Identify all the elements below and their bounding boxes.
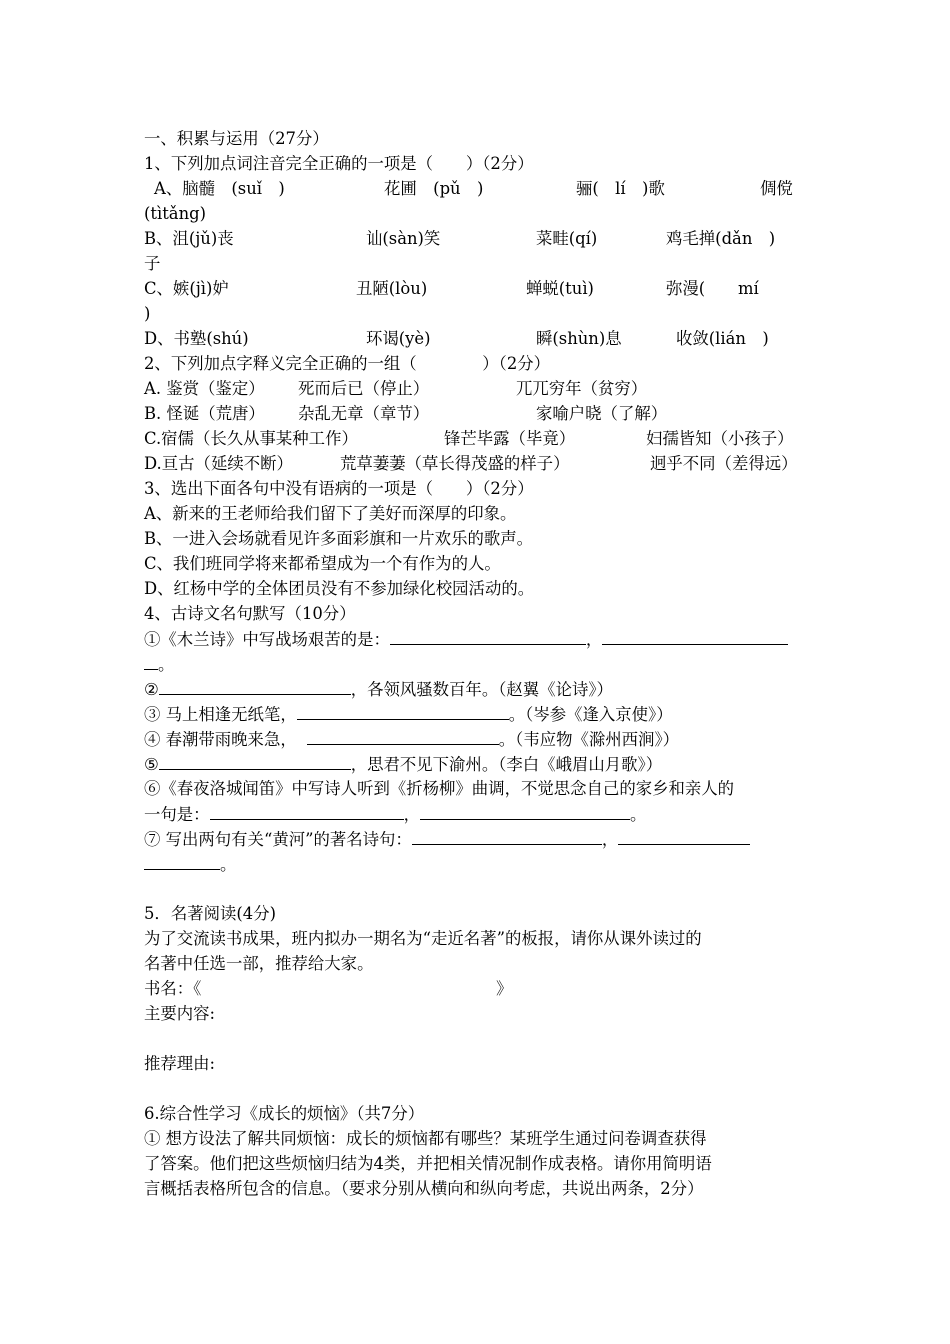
- q3-stem-text: 3、选出下面各句中没有语病的一项是（ ）（2分）: [144, 479, 534, 498]
- q1-a-cont: (tìtǎng): [144, 204, 207, 223]
- q4-item-7-cont: [144, 851, 808, 876]
- answer-blank[interactable]: [144, 651, 158, 670]
- section-title-text: 一、积累与运用（27分）: [144, 129, 329, 148]
- q4-i3-text: ③ 马上相逢无纸笔，: [144, 705, 297, 724]
- answer-blank[interactable]: [602, 626, 788, 645]
- q4-item-7: [144, 826, 808, 851]
- q1-a-2: 花圃 (pǔ ): [384, 179, 484, 198]
- q4-item-6-cont: [144, 801, 808, 826]
- q1-option-d: [144, 326, 808, 351]
- answer-blank[interactable]: [297, 701, 509, 720]
- q2-a-2: 死而后已（停止）: [298, 379, 430, 398]
- q4-stem: [144, 601, 808, 626]
- q1-option-b-cont: [144, 251, 808, 276]
- answer-blank[interactable]: [144, 851, 220, 870]
- q1-a-4: 倜傥: [760, 179, 793, 198]
- q4-i1-sep: ，: [585, 630, 603, 649]
- q4-item-1: [144, 626, 808, 651]
- q4-i6-text: ⑥《春夜洛城闻笛》中写诗人听到《折杨柳》曲调，不觉思念自己的家乡和亲人的: [144, 779, 735, 798]
- q2-a-1: A. 鉴赏（鉴定）: [144, 379, 265, 398]
- q5-para-1: [144, 926, 808, 951]
- q1-b-2: 讪(sàn)笑: [366, 229, 441, 248]
- q4-item-5: [144, 751, 808, 776]
- answer-blank[interactable]: [307, 726, 499, 745]
- q3-option-a: [144, 501, 808, 526]
- q2-d-1: D.亘古（延续不断）: [144, 454, 293, 473]
- q1-option-c: [144, 276, 808, 301]
- q4-i6-end: 。: [629, 805, 647, 824]
- q3-c: C、我们班同学将来都希望成为一个有作为的人。: [144, 554, 501, 573]
- q2-b-1: B. 怪诞（荒唐）: [144, 404, 265, 423]
- q5-book-close: 》: [496, 979, 513, 998]
- q2-option-c: [144, 426, 808, 451]
- q1-stem: [144, 151, 808, 176]
- q1-c-3: 蝉蜕(tuì): [526, 279, 594, 298]
- q2-stem: [144, 351, 808, 376]
- q4-i4-text: ④ 春潮带雨晚来急，: [144, 730, 297, 749]
- q1-d-2: 环谒(yè): [366, 329, 431, 348]
- answer-blank[interactable]: [420, 801, 630, 820]
- q1-c-2: 丑陋(lòu): [356, 279, 428, 298]
- q6-para-2: [144, 1151, 808, 1176]
- q5-reason-label: 推荐理由:: [144, 1054, 216, 1073]
- q4-i7-text: ⑦ 写出两句有关“黄河”的著名诗句：: [144, 830, 412, 849]
- q5-book-label: 书名：《: [144, 979, 202, 998]
- q2-b-3: 家喻户晓（了解）: [536, 404, 668, 423]
- q5-stem-text: 5．名著阅读(4分): [144, 904, 276, 923]
- answer-blank[interactable]: [390, 626, 586, 645]
- q4-item-2: [144, 676, 808, 701]
- q1-option-a: [144, 176, 808, 201]
- q6-p2: 了答案。他们把这些烦恼归结为4类，并把相关情况制作成表格。请你用简明语: [144, 1154, 712, 1173]
- q6-para-1: [144, 1126, 808, 1151]
- spacer: [144, 1026, 808, 1051]
- q2-b-2: 杂乱无章（章节）: [298, 404, 430, 423]
- q2-option-b: [144, 401, 808, 426]
- q1-d-4: 收敛(lián ): [676, 329, 769, 348]
- q4-i7-sep: ，: [601, 830, 619, 849]
- q1-d-1: D、书塾(shú): [144, 329, 249, 348]
- q5-para-2: [144, 951, 808, 976]
- q2-d-2: 荒草萋萋（草长得茂盛的样子）: [340, 454, 570, 473]
- q1-stem-text: 1、下列加点词注音完全正确的一项是（ ）（2分）: [144, 154, 534, 173]
- q1-c-cont: ): [144, 304, 151, 323]
- q4-stem-text: 4、古诗文名句默写（10分）: [144, 604, 356, 623]
- q6-stem: [144, 1101, 808, 1126]
- q4-i5-num: ⑤: [144, 755, 159, 774]
- q3-stem: [144, 476, 808, 501]
- answer-blank[interactable]: [210, 801, 404, 820]
- exam-page: [144, 126, 808, 1201]
- q1-b-3: 菜畦(qí): [536, 229, 598, 248]
- q1-c-4: 弥漫( mí: [666, 279, 759, 298]
- answer-blank[interactable]: [159, 676, 351, 695]
- answer-blank[interactable]: [159, 751, 351, 770]
- q5-content-line: [144, 1001, 808, 1026]
- spacer: [144, 876, 808, 901]
- q4-i2-num: ②: [144, 680, 159, 699]
- q5-p1: 为了交流读书成果，班内拟办一期名为“走近名著”的板报，请你从课外读过的: [144, 929, 702, 948]
- q2-option-a: [144, 376, 808, 401]
- q1-b-1: B、沮(jǔ)丧: [144, 229, 234, 248]
- q5-content-label: 主要内容:: [144, 1004, 216, 1023]
- q2-c-1: C.宿儒（长久从事某种工作）: [144, 429, 358, 448]
- section-title: [144, 126, 808, 151]
- q1-b-cont: 子: [144, 254, 161, 273]
- q6-p1: ① 想方设法了解共同烦恼：成长的烦恼都有哪些？某班学生通过问卷调查获得: [144, 1129, 707, 1148]
- q5-reason-line: [144, 1051, 808, 1076]
- q3-a: A、新来的王老师给我们留下了美好而深厚的印象。: [144, 504, 517, 523]
- q6-stem-text: 6.综合性学习《成长的烦恼》（共7分）: [144, 1104, 425, 1123]
- q1-c-1: C、嫉(jì)妒: [144, 279, 229, 298]
- q6-para-3: [144, 1176, 808, 1201]
- q1-b-4: 鸡毛掸(dǎn ): [666, 229, 776, 248]
- q2-a-3: 兀兀穷年（贫穷）: [516, 379, 648, 398]
- q1-option-b: [144, 226, 808, 251]
- q4-i1-end: 。: [158, 655, 175, 674]
- q4-i6-sep: ，: [403, 805, 420, 824]
- answer-blank[interactable]: [412, 826, 602, 845]
- q4-i4-end: 。（韦应物《滁州西涧》）: [498, 730, 680, 749]
- q2-c-2: 锋芒毕露（毕竟）: [444, 429, 576, 448]
- q6-p3: 言概括表格所包含的信息。（要求分别从横向和纵向考虑，共说出两条，2分）: [144, 1179, 704, 1198]
- q2-c-3: 妇孺皆知（小孩子）: [646, 429, 794, 448]
- q1-a-1: A、脑髓 (suǐ ): [154, 179, 285, 198]
- q4-item-6: [144, 776, 808, 801]
- q4-i6b-text: 一句是：: [144, 805, 210, 824]
- q4-item-3: [144, 701, 808, 726]
- q1-option-a-cont: [144, 201, 808, 226]
- q1-a-3: 骊( lí )歌: [576, 179, 665, 198]
- spacer: [144, 1076, 808, 1101]
- answer-blank[interactable]: [618, 826, 750, 845]
- q1-option-c-cont: [144, 301, 808, 326]
- q5-p2: 名著中任选一部，推荐给大家。: [144, 954, 374, 973]
- q4-item-4: [144, 726, 808, 751]
- q3-option-c: [144, 551, 808, 576]
- q3-option-b: [144, 526, 808, 551]
- q2-d-3: 迥乎不同（差得远）: [650, 454, 798, 473]
- q3-d: D、红杨中学的全体团员没有不参加绿化校园活动的。: [144, 579, 535, 598]
- q5-stem: [144, 901, 808, 926]
- q4-i5-text: ，思君不见下渝州。（李白《峨眉山月歌》）: [350, 755, 663, 774]
- q4-item-1-cont: [144, 651, 808, 676]
- q3-option-d: [144, 576, 808, 601]
- q2-stem-text: 2、下列加点字释义完全正确的一组（ ）（2分）: [144, 354, 551, 373]
- q4-i1-text: ①《木兰诗》中写战场艰苦的是：: [144, 630, 390, 649]
- q4-i7-end: 。: [220, 855, 237, 874]
- q5-book-line: [144, 976, 808, 1001]
- q4-i3-end: 。（岑参《逢入京使》）: [508, 705, 673, 724]
- q2-option-d: [144, 451, 808, 476]
- q1-d-3: 瞬(shùn)息: [536, 329, 622, 348]
- q4-i2-text: ，各领风骚数百年。（赵翼《论诗》）: [350, 680, 613, 699]
- q3-b: B、一进入会场就看见许多面彩旗和一片欢乐的歌声。: [144, 529, 534, 548]
